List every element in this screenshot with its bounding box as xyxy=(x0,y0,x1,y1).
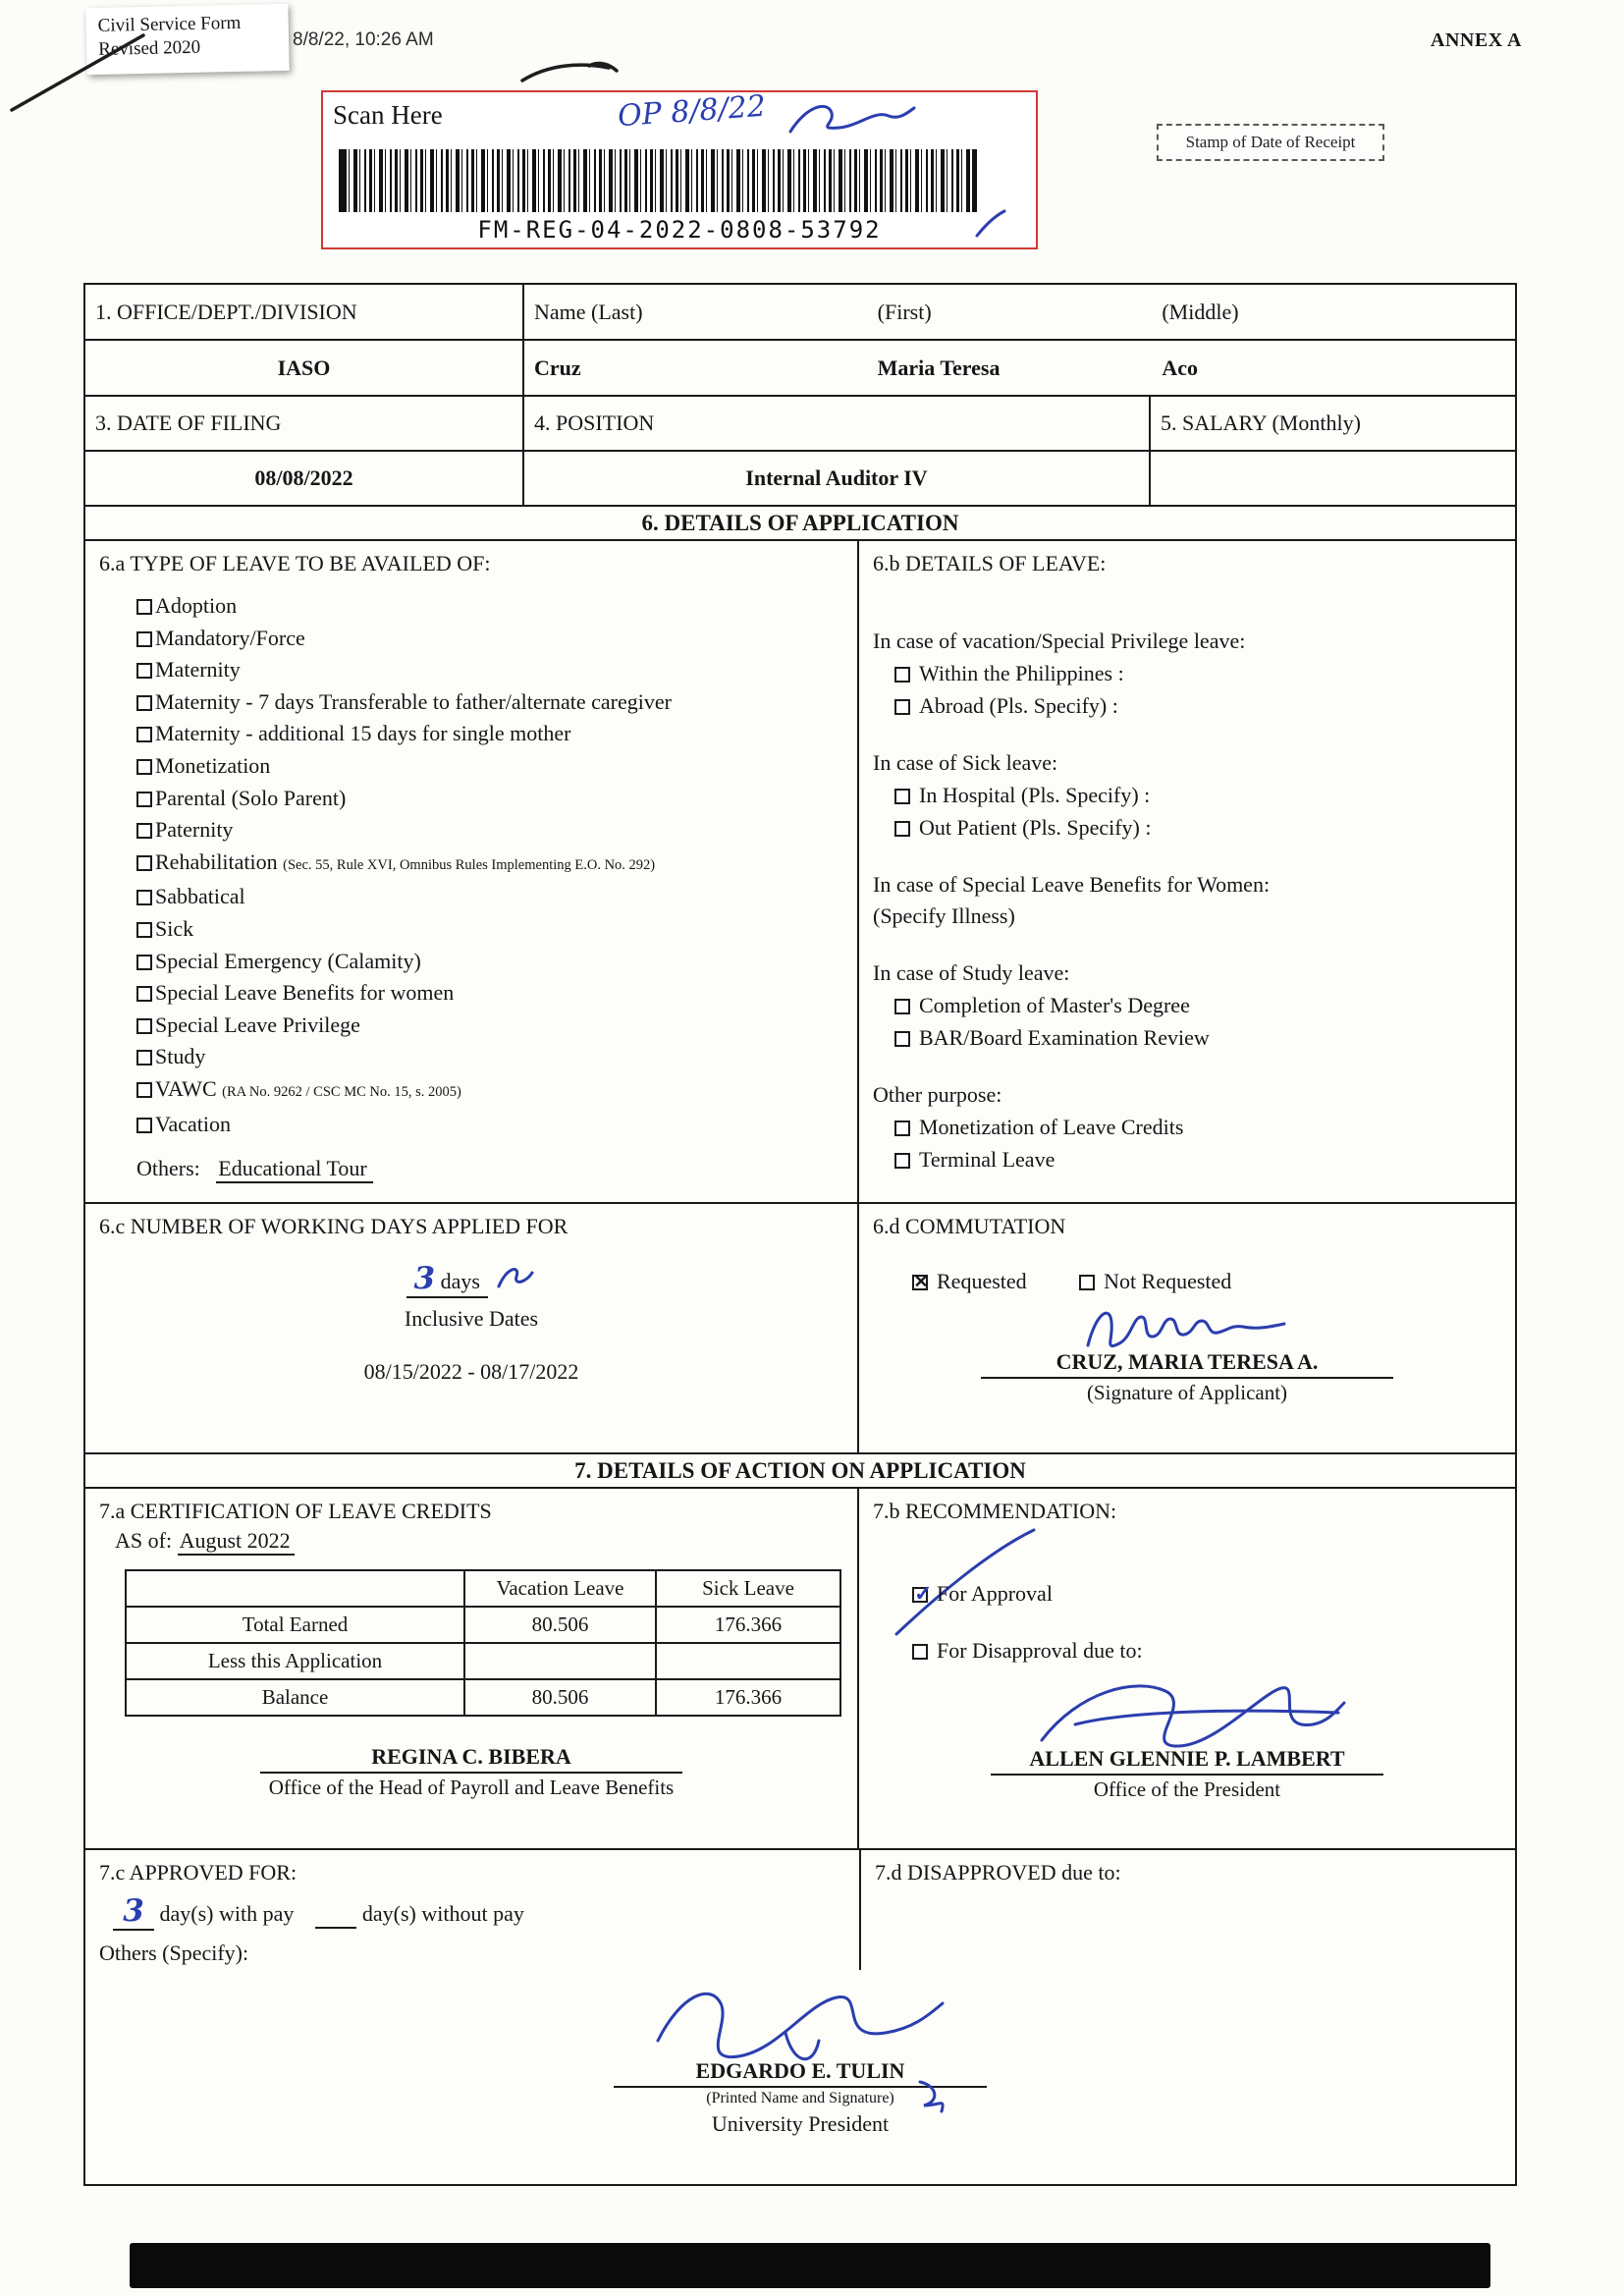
checkbox-icon xyxy=(894,999,910,1014)
stamp-of-receipt-label: Stamp of Date of Receipt xyxy=(1185,133,1356,151)
checkbox-icon xyxy=(136,922,152,938)
handwritten-approved-days: 3 xyxy=(123,1893,144,1929)
payroll-signatory-caption: Office of the Head of Payroll and Leave Benefits xyxy=(268,1776,675,1799)
checkbox-icon xyxy=(894,821,910,837)
group-subheading: (Specify Illness) xyxy=(873,903,1015,928)
scan-edge-artifact xyxy=(130,2243,1490,2288)
pen-flourish xyxy=(493,1261,536,1296)
stamp-of-receipt-box xyxy=(1157,124,1384,161)
group-heading: Other purpose: xyxy=(873,1082,1002,1107)
details-of-leave-title: 6.b DETAILS OF LEAVE: xyxy=(873,551,1107,575)
recommendation-title: 7.b RECOMMENDATION: xyxy=(873,1499,1117,1523)
handwritten-days-value: 3 xyxy=(413,1261,436,1296)
credits-sick-value: 176.366 xyxy=(656,1679,840,1716)
checkbox-icon xyxy=(894,789,910,804)
leave-type-label: Sabbatical xyxy=(155,884,245,909)
credits-row-label: Less this Application xyxy=(126,1643,464,1679)
handwritten-receipt-note: OP 8/8/22 xyxy=(616,88,767,135)
payroll-signatory-name: REGINA C. BIBERA xyxy=(371,1744,571,1769)
for-approval-label: For Approval xyxy=(937,1581,1053,1606)
leave-type-paternity xyxy=(136,814,843,847)
leave-type-rehabilitation xyxy=(136,847,843,882)
name-last-value: Cruz xyxy=(534,355,581,380)
x-mark: ✕ xyxy=(913,1272,929,1291)
leave-type-label: Study xyxy=(155,1044,206,1069)
masters-degree-option xyxy=(894,989,1501,1021)
section-6cd xyxy=(85,1204,1515,1454)
leave-type-label: Paternity xyxy=(155,817,234,843)
recommendation-cell xyxy=(859,1489,1515,1848)
option-label: Out Patient (Pls. Specify) : xyxy=(919,815,1152,840)
leave-type-label: Adoption xyxy=(155,593,238,618)
section-7cd xyxy=(85,1850,1515,2184)
university-president-title: University President xyxy=(711,2111,890,2136)
checkbox-icon xyxy=(912,1644,928,1660)
group-heading: In case of Sick leave: xyxy=(873,750,1058,775)
credits-vacation-value: 80.506 xyxy=(464,1607,656,1643)
certification-cell xyxy=(85,1489,859,1848)
group-heading: In case of Study leave: xyxy=(873,960,1070,985)
checkbox-icon xyxy=(894,667,910,683)
study-leave-group xyxy=(873,957,1501,1054)
credits-header-row xyxy=(126,1570,840,1607)
credits-vacation-value xyxy=(464,1643,656,1679)
name-middle-value: Aco xyxy=(1162,355,1198,380)
leave-type-label: Monetization xyxy=(155,752,271,778)
checkbox-icon xyxy=(136,823,152,839)
blue-tick-mark xyxy=(973,208,1008,240)
commutation-title: 6.d COMMUTATION xyxy=(873,1214,1066,1238)
checkbox-approved-icon xyxy=(912,1581,933,1606)
option-label: Monetization of Leave Credits xyxy=(919,1115,1184,1139)
leave-application-form xyxy=(83,283,1517,2186)
leave-type-label: Maternity - additional 15 days for single mother xyxy=(155,721,571,746)
tulin-signature xyxy=(638,1976,962,2070)
checkbox-icon xyxy=(136,727,152,742)
pen-squiggle-artifact xyxy=(518,57,626,90)
checkbox-icon xyxy=(136,986,152,1002)
leave-type-list xyxy=(136,590,843,1140)
option-label: Completion of Master's Degree xyxy=(919,993,1190,1017)
inclusive-dates-value: 08/15/2022 - 08/17/2022 xyxy=(363,1359,579,1384)
as-of-line xyxy=(115,1528,843,1554)
option-label: In Hospital (Pls. Specify) : xyxy=(919,783,1151,807)
leave-type-monetization xyxy=(136,750,843,783)
leave-type-note: (RA No. 9262 / CSC MC No. 15, s. 2005) xyxy=(222,1083,461,1100)
checkbox-icon xyxy=(136,792,152,807)
applicant-name: CRUZ, MARIA TERESA A. xyxy=(1056,1349,1319,1374)
checkbox-icon xyxy=(894,1153,910,1169)
checkbox-icon xyxy=(894,699,910,715)
others-value: Educational Tour xyxy=(216,1156,372,1183)
leave-type-special-privilege xyxy=(136,1010,843,1042)
disapproved-cell xyxy=(861,1850,1515,1895)
signature-rule xyxy=(991,1774,1383,1776)
checkbox-icon xyxy=(136,1018,152,1034)
president-office-signature-block xyxy=(873,1673,1501,1802)
checkbox-checked-icon xyxy=(912,1272,929,1291)
university-president-name: EDGARDO E. TULIN xyxy=(695,2058,905,2083)
name-middle-label: (Middle) xyxy=(1162,299,1239,324)
bar-board-option xyxy=(894,1021,1501,1054)
barcode xyxy=(339,149,977,212)
leave-type-label: Parental (Solo Parent) xyxy=(155,785,347,810)
credits-header-blank xyxy=(126,1570,464,1607)
option-label: Within the Philippines : xyxy=(919,661,1124,685)
date-of-filing-label: 3. DATE OF FILING xyxy=(85,397,524,450)
form-id-line2: Revised 2020 xyxy=(97,36,201,60)
leave-type-maternity-transferable xyxy=(136,686,843,719)
leave-type-maternity xyxy=(136,654,843,686)
president-office-caption: Office of the President xyxy=(1093,1777,1281,1801)
checkbox-icon xyxy=(136,1082,152,1098)
leave-type-label: Rehabilitation xyxy=(155,848,278,874)
credits-sick-value: 176.366 xyxy=(656,1607,840,1643)
leave-type-label: Mandatory/Force xyxy=(155,625,305,650)
section6-header: 6. DETAILS OF APPLICATION xyxy=(85,507,1515,541)
header-values-row xyxy=(85,341,1515,397)
commutation-options xyxy=(912,1269,1501,1294)
salary-label: 5. SALARY (Monthly) xyxy=(1161,410,1361,435)
approved-for-title: 7.c APPROVED FOR: xyxy=(99,1860,298,1885)
pen-stroke-artifact xyxy=(6,27,153,118)
others-label: Others: xyxy=(136,1156,200,1181)
name-last-label: Name (Last) xyxy=(534,299,643,324)
section-7ab xyxy=(85,1489,1515,1850)
credits-row-less-application xyxy=(126,1643,840,1679)
leave-type-note: (Sec. 55, Rule XVI, Omnibus Rules Implementing E.O. No. 292) xyxy=(283,856,656,873)
group-heading: In case of Special Leave Benefits for Women: xyxy=(873,872,1271,897)
name-values xyxy=(524,341,1515,395)
not-requested-option xyxy=(1079,1269,1231,1293)
leave-type-adoption xyxy=(136,590,843,623)
payroll-signatory-block xyxy=(99,1744,843,1800)
name-labels xyxy=(524,285,1515,339)
filing-labels-row xyxy=(85,397,1515,452)
office-value: IASO xyxy=(85,341,524,395)
requested-option xyxy=(912,1269,1027,1293)
checkbox-icon xyxy=(136,1050,152,1066)
position-label: 4. POSITION xyxy=(524,397,1151,450)
approved-days-line xyxy=(113,1893,845,1931)
leave-type-study xyxy=(136,1041,843,1073)
without-pay-blank xyxy=(315,1901,356,1929)
print-timestamp: 8/8/22, 10:26 AM xyxy=(293,29,434,50)
checkbox-icon xyxy=(1079,1275,1095,1290)
checkbox-icon xyxy=(136,890,152,905)
checkbox-icon xyxy=(894,1031,910,1047)
option-label: Terminal Leave xyxy=(919,1147,1056,1172)
signature-rule xyxy=(260,1772,682,1774)
president-office-signatory-name: ALLEN GLENNIE P. LAMBERT xyxy=(1029,1746,1345,1771)
requested-label: Requested xyxy=(937,1269,1027,1293)
leave-type-label: Vacation xyxy=(155,1111,231,1136)
monetization-credits-option xyxy=(894,1111,1501,1143)
leave-type-label: Special Leave Benefits for women xyxy=(155,980,455,1006)
barcode-text: FM-REG-04-2022-0808-53792 xyxy=(477,216,882,244)
working-days-cell xyxy=(85,1204,859,1452)
sick-leave-group xyxy=(873,747,1501,844)
leave-type-label: Special Leave Privilege xyxy=(155,1011,360,1037)
leave-type-special-emergency xyxy=(136,946,843,978)
credits-vacation-value: 80.506 xyxy=(464,1679,656,1716)
type-of-leave-cell xyxy=(85,541,859,1202)
leave-type-label: VAWC xyxy=(155,1075,217,1101)
applicant-signature-caption: (Signature of Applicant) xyxy=(1086,1381,1288,1404)
scan-region xyxy=(321,90,1038,249)
commutation-cell xyxy=(859,1204,1515,1452)
leave-type-vawc xyxy=(136,1073,843,1109)
credits-row-label: Balance xyxy=(126,1679,464,1716)
section-6ab xyxy=(85,541,1515,1204)
leave-type-special-benefits-women xyxy=(136,977,843,1010)
printed-name-caption: (Printed Name and Signature) xyxy=(706,2090,894,2106)
checkbox-icon xyxy=(136,1118,152,1133)
scan-here-label: Scan Here xyxy=(333,100,443,130)
signature-rule xyxy=(981,1377,1393,1379)
checkbox-icon xyxy=(136,855,152,871)
date-of-filing-value: 08/08/2022 xyxy=(85,452,524,505)
for-disapproval-label: For Disapproval due to: xyxy=(937,1638,1143,1663)
leave-type-vacation xyxy=(136,1109,843,1141)
type-of-leave-title: 6.a TYPE OF LEAVE TO BE AVAILED OF: xyxy=(99,551,491,575)
credits-row-balance xyxy=(126,1679,840,1716)
leave-type-label: Maternity xyxy=(155,657,241,683)
approved-for-cell xyxy=(85,1850,859,1976)
credits-header-vacation: Vacation Leave xyxy=(464,1570,656,1607)
option-label: BAR/Board Examination Review xyxy=(919,1025,1210,1050)
checkbox-icon xyxy=(136,599,152,615)
other-purpose-group xyxy=(873,1079,1501,1175)
in-hospital-option xyxy=(894,779,1501,811)
leave-type-sick xyxy=(136,913,843,946)
leave-type-label: Sick xyxy=(155,915,194,941)
for-approval-option xyxy=(912,1581,1501,1607)
checkbox-icon xyxy=(136,631,152,647)
disapproved-title: 7.d DISAPPROVED due to: xyxy=(875,1860,1121,1885)
salary-value xyxy=(1151,452,1515,505)
leave-type-label: Special Emergency (Calamity) xyxy=(155,948,421,973)
pen-flourish xyxy=(912,2076,951,2115)
for-disapproval-option xyxy=(912,1638,1501,1664)
as-of-label: AS of: xyxy=(115,1528,173,1553)
group-heading: In case of vacation/Special Privilege leave: xyxy=(873,629,1246,653)
university-president-signature-block xyxy=(85,1976,1515,2137)
name-first-label: (First) xyxy=(877,299,932,324)
others-line xyxy=(136,1156,843,1181)
filing-values-row xyxy=(85,452,1515,507)
others-specify-label: Others (Specify): xyxy=(99,1941,249,1965)
checkbox-icon xyxy=(136,663,152,679)
name-first-value: Maria Teresa xyxy=(877,355,1001,380)
leave-type-parental xyxy=(136,783,843,815)
out-patient-option xyxy=(894,811,1501,844)
days-applied-line xyxy=(99,1261,843,1298)
leave-credits-table xyxy=(125,1569,841,1717)
leave-type-maternity-additional xyxy=(136,718,843,750)
leave-type-mandatory-force xyxy=(136,623,843,655)
leave-type-sabbatical xyxy=(136,881,843,913)
blue-check-mark: ✓ xyxy=(914,1581,933,1606)
working-days-title: 6.c NUMBER OF WORKING DAYS APPLIED FOR xyxy=(99,1214,568,1238)
vacation-leave-group xyxy=(873,626,1501,722)
credits-sick-value xyxy=(656,1643,840,1679)
inclusive-dates-label: Inclusive Dates xyxy=(404,1306,539,1331)
option-label: Abroad (Pls. Specify) : xyxy=(919,693,1118,718)
checkbox-icon xyxy=(894,1121,910,1136)
days-unit: days xyxy=(440,1269,480,1293)
annex-label: ANNEX A xyxy=(1431,29,1522,51)
terminal-leave-option xyxy=(894,1143,1501,1175)
with-pay-label: day(s) with pay xyxy=(159,1901,295,1926)
abroad-option xyxy=(894,689,1501,722)
as-of-value: August 2022 xyxy=(178,1528,295,1556)
details-of-leave-cell xyxy=(859,541,1515,1202)
form-id-line1: Civil Service Form xyxy=(97,12,242,36)
credits-row-total-earned xyxy=(126,1607,840,1643)
special-benefits-women-group xyxy=(873,869,1501,932)
within-philippines-option xyxy=(894,657,1501,689)
credits-header-sick: Sick Leave xyxy=(656,1570,840,1607)
header-labels-row xyxy=(85,285,1515,341)
position-value: Internal Auditor IV xyxy=(524,452,1151,505)
credits-row-label: Total Earned xyxy=(126,1607,464,1643)
certification-title: 7.a CERTIFICATION OF LEAVE CREDITS xyxy=(99,1499,492,1523)
applicant-signature-block xyxy=(873,1298,1501,1405)
receipt-signature-squiggle xyxy=(785,98,922,143)
office-label: 1. OFFICE/DEPT./DIVISION xyxy=(85,285,524,339)
leave-type-label: Maternity - 7 days Transferable to father/alternate caregiver xyxy=(155,688,672,714)
checkbox-icon xyxy=(136,695,152,711)
checkbox-icon xyxy=(136,759,152,775)
not-requested-label: Not Requested xyxy=(1104,1269,1232,1293)
checkbox-icon xyxy=(136,955,152,970)
section7-header: 7. DETAILS OF ACTION ON APPLICATION xyxy=(85,1454,1515,1489)
without-pay-label: day(s) without pay xyxy=(361,1901,524,1926)
